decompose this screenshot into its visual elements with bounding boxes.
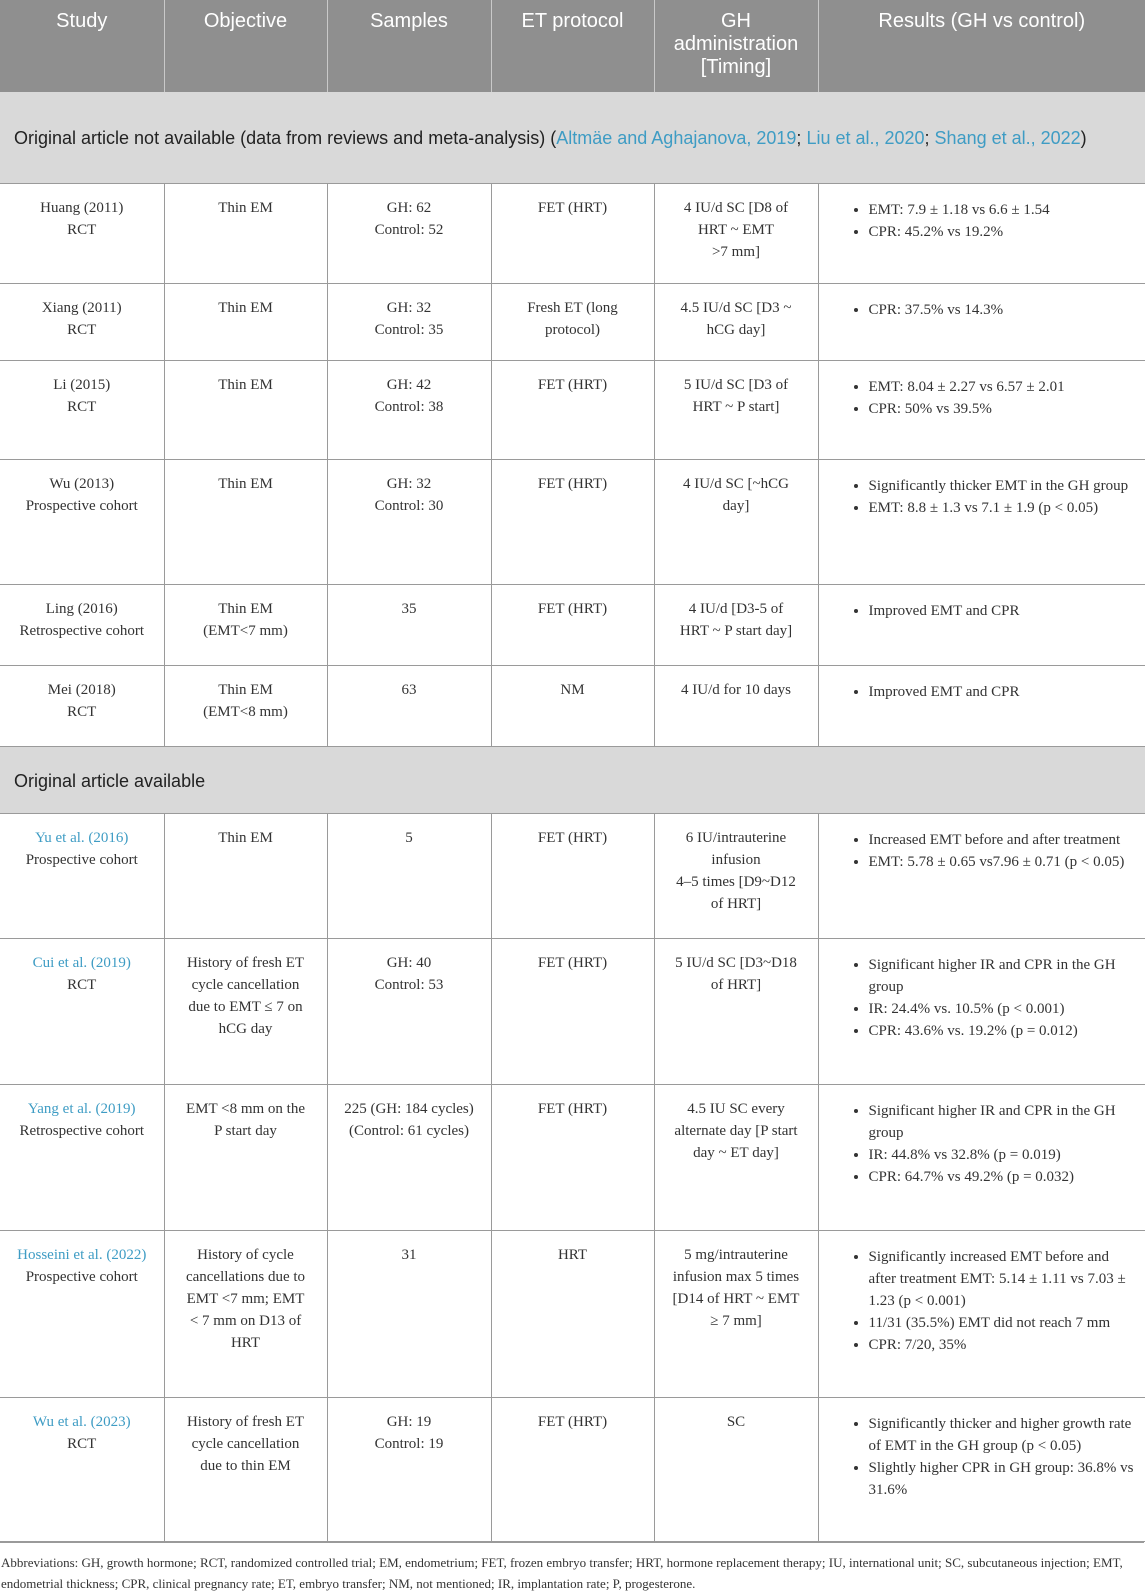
study-cell xyxy=(0,666,164,747)
cell-line: GH: 32 xyxy=(386,300,432,316)
cell-line: 6 IU/intrauterine xyxy=(685,830,787,846)
study-cell xyxy=(0,814,164,939)
protocol-cell xyxy=(491,585,654,666)
cell-line: HRT ~ P start day] xyxy=(679,623,793,639)
header-gh-line: administration xyxy=(673,33,799,55)
cell-line: Fresh ET (long xyxy=(527,300,618,316)
table-row xyxy=(0,1398,1145,1542)
table-row xyxy=(0,666,1145,747)
samples-cell xyxy=(327,184,491,284)
result-item: • 11/31 (35.5%) EMT did not reach 7 mm xyxy=(869,1312,1138,1334)
table-row xyxy=(0,814,1145,939)
samples-cell xyxy=(327,585,491,666)
cell-line: FET (HRT) xyxy=(537,1414,608,1430)
cell-line: SC xyxy=(726,1414,746,1430)
cell-line: cancellations due to xyxy=(185,1269,306,1285)
cell-line: 63 xyxy=(401,682,417,698)
admin-cell xyxy=(654,1231,818,1398)
samples-cell xyxy=(327,939,491,1085)
admin-cell xyxy=(654,585,818,666)
cell-line: alternate day [P start xyxy=(674,1123,798,1139)
cell-line: due to thin EM xyxy=(200,1458,291,1474)
table-row xyxy=(0,361,1145,460)
cell-line: infusion xyxy=(711,852,761,868)
study-cell xyxy=(0,460,164,585)
ref-link[interactable]: Liu et al., 2020 xyxy=(806,127,925,148)
study-link[interactable]: Yang et al. (2019) xyxy=(27,1101,136,1117)
results-cell xyxy=(818,1398,1145,1542)
objective-cell xyxy=(164,585,327,666)
protocol-cell xyxy=(491,939,654,1085)
objective-cell xyxy=(164,184,327,284)
section-1-title: Original article not available (data from reviews and meta-analysis) (Altmäe and Aghajanova, 2019; Liu et al., 2020; Shang et al., 2022) xyxy=(0,92,1145,184)
cell-line: Control: 38 xyxy=(374,399,444,415)
result-item: • CPR: 64.7% vs 49.2% (p = 0.032) xyxy=(869,1166,1138,1188)
cell-line: 35 xyxy=(401,601,417,617)
section-2-title: Original article available xyxy=(0,747,1145,814)
result-item: • Significantly increased EMT before and after treatment EMT: 5.14 ± 1.11 vs 7.03 ± 1.23 (p < 0.001) xyxy=(869,1246,1138,1312)
results-list xyxy=(829,681,1138,703)
header-objective: Objective xyxy=(164,0,327,92)
admin-cell xyxy=(654,939,818,1085)
cell-line: Mei (2018) xyxy=(47,682,116,698)
protocol-cell xyxy=(491,361,654,460)
cell-line: cycle cancellation xyxy=(191,977,300,993)
section-row xyxy=(0,92,1145,184)
cell-line: P start day xyxy=(214,1123,277,1139)
results-cell xyxy=(818,814,1145,939)
cell-line: 4.5 IU SC every xyxy=(687,1101,785,1117)
cell-line: FET (HRT) xyxy=(537,1101,608,1117)
samples-cell xyxy=(327,284,491,361)
cell-line: Thin EM xyxy=(218,200,273,216)
cell-line: Thin EM xyxy=(218,300,273,316)
admin-cell xyxy=(654,361,818,460)
section-2-header xyxy=(0,747,1145,814)
admin-cell xyxy=(654,1085,818,1231)
results-cell xyxy=(818,361,1145,460)
cell-line: GH: 62 xyxy=(386,200,432,216)
results-list xyxy=(829,954,1138,1042)
samples-cell xyxy=(327,1231,491,1398)
cell-line: HRT ~ EMT xyxy=(697,222,775,238)
section-1-rows xyxy=(0,184,1145,747)
cell-line: hCG day] xyxy=(706,322,766,338)
cell-line: 31 xyxy=(401,1247,417,1263)
cell-line: of HRT] xyxy=(710,896,762,912)
cell-line: RCT xyxy=(67,399,97,415)
admin-cell xyxy=(654,1398,818,1542)
table-row xyxy=(0,1231,1145,1398)
result-item: • EMT: 8.04 ± 2.27 vs 6.57 ± 2.01 xyxy=(869,376,1138,398)
samples-cell xyxy=(327,1398,491,1542)
protocol-cell xyxy=(491,814,654,939)
cell-line: 4 IU/d SC [~hCG xyxy=(682,476,790,492)
cell-line: EMT <8 mm on the xyxy=(185,1101,305,1117)
cell-line: 4–5 times [D9~D12 xyxy=(676,874,796,890)
results-cell xyxy=(818,284,1145,361)
cell-line: HRT ~ P start] xyxy=(692,399,780,415)
cell-line: Xiang (2011) xyxy=(41,300,122,316)
results-list xyxy=(829,299,1138,321)
result-item: • CPR: 7/20, 35% xyxy=(869,1334,1138,1356)
study-design: Prospective cohort xyxy=(25,852,138,868)
cell-line: FET (HRT) xyxy=(537,200,608,216)
study-cell xyxy=(0,1231,164,1398)
samples-cell xyxy=(327,666,491,747)
cell-line: 5 IU/d SC [D3 of xyxy=(683,377,789,393)
admin-cell xyxy=(654,814,818,939)
result-item: • Increased EMT before and after treatment xyxy=(869,829,1138,851)
study-cell xyxy=(0,361,164,460)
cell-line: [D14 of HRT ~ EMT xyxy=(672,1291,800,1307)
study-design: RCT xyxy=(67,977,97,993)
results-list xyxy=(829,1246,1138,1356)
objective-cell xyxy=(164,666,327,747)
study-link[interactable]: Cui et al. (2019) xyxy=(32,955,131,971)
admin-cell xyxy=(654,284,818,361)
result-item: • CPR: 43.6% vs. 19.2% (p = 0.012) xyxy=(869,1020,1138,1042)
cell-line: History of fresh ET xyxy=(186,1414,305,1430)
result-item: • CPR: 37.5% vs 14.3% xyxy=(869,299,1138,321)
table-row xyxy=(0,585,1145,666)
cell-line: cycle cancellation xyxy=(191,1436,300,1452)
protocol-cell xyxy=(491,184,654,284)
results-cell xyxy=(818,585,1145,666)
cell-line: due to EMT ≤ 7 on xyxy=(188,999,303,1015)
header-gh-line: [Timing] xyxy=(700,56,772,78)
samples-cell xyxy=(327,361,491,460)
result-item: • Significant higher IR and CPR in the GH group xyxy=(869,1100,1138,1144)
admin-cell xyxy=(654,666,818,747)
study-cell xyxy=(0,284,164,361)
cell-line: Control: 35 xyxy=(374,322,444,338)
result-item: • IR: 44.8% vs 32.8% (p = 0.019) xyxy=(869,1144,1138,1166)
results-list xyxy=(829,376,1138,420)
cell-line: < 7 mm on D13 of xyxy=(189,1313,302,1329)
study-cell xyxy=(0,585,164,666)
study-link[interactable]: Wu et al. (2023) xyxy=(32,1414,131,1430)
objective-cell xyxy=(164,939,327,1085)
admin-cell xyxy=(654,184,818,284)
cell-line: 4.5 IU/d SC [D3 ~ xyxy=(680,300,792,316)
table-row xyxy=(0,460,1145,585)
cell-line: 4 IU/d [D3-5 of xyxy=(688,601,784,617)
cell-line: RCT xyxy=(67,704,97,720)
results-cell xyxy=(818,184,1145,284)
cell-line: HRT xyxy=(557,1247,588,1263)
cell-line: Thin EM xyxy=(218,377,273,393)
study-cell xyxy=(0,1085,164,1231)
cell-line: 5 xyxy=(405,830,413,846)
header-gh-line: GH xyxy=(721,10,751,32)
results-list xyxy=(829,600,1138,622)
header-samples: Samples xyxy=(327,0,491,92)
objective-cell xyxy=(164,361,327,460)
samples-cell xyxy=(327,814,491,939)
study-cell xyxy=(0,184,164,284)
results-list xyxy=(829,475,1138,519)
cell-line: HRT xyxy=(230,1335,261,1351)
result-item: • CPR: 45.2% vs 19.2% xyxy=(869,221,1138,243)
header-et-protocol: ET protocol xyxy=(491,0,654,92)
result-item: • EMT: 5.78 ± 0.65 vs7.96 ± 0.71 (p < 0.05) xyxy=(869,851,1138,873)
result-item: • Significant higher IR and CPR in the GH group xyxy=(869,954,1138,998)
cell-line: Retrospective cohort xyxy=(19,623,145,639)
protocol-cell xyxy=(491,1085,654,1231)
header-study: Study xyxy=(0,0,164,92)
cell-line: 225 (GH: 184 cycles) xyxy=(344,1101,474,1117)
cell-line: day ~ ET day] xyxy=(693,1145,779,1161)
cell-line: Li (2015) xyxy=(53,377,111,393)
result-item: • Significantly thicker and higher growth rate of EMT in the GH group (p < 0.05) xyxy=(869,1413,1138,1457)
cell-line: day] xyxy=(722,498,750,514)
header-row xyxy=(0,0,1145,92)
cell-line: Thin EM xyxy=(218,601,273,617)
table-row xyxy=(0,939,1145,1085)
cell-line: infusion max 5 times xyxy=(672,1269,800,1285)
cell-line: Thin EM xyxy=(218,830,273,846)
study-link[interactable]: Yu et al. (2016) xyxy=(35,830,129,846)
samples-cell xyxy=(327,1085,491,1231)
table-row xyxy=(0,184,1145,284)
study-design: Retrospective cohort xyxy=(19,1123,145,1139)
cell-line: Thin EM xyxy=(218,682,273,698)
protocol-cell xyxy=(491,666,654,747)
cell-line: (EMT<8 mm) xyxy=(203,704,288,720)
result-item: • Improved EMT and CPR xyxy=(869,600,1138,622)
cell-line: FET (HRT) xyxy=(537,601,608,617)
ref-link[interactable]: Altmäe and Aghajanova, 2019 xyxy=(556,127,797,148)
results-list xyxy=(829,1100,1138,1188)
table-row xyxy=(0,284,1145,361)
cell-line: Wu (2013) xyxy=(49,476,115,492)
study-cell xyxy=(0,1398,164,1542)
cell-line: hCG day xyxy=(218,1021,273,1037)
cell-line: GH: 40 xyxy=(386,955,432,971)
cell-line: of HRT] xyxy=(710,977,762,993)
table-row xyxy=(0,1085,1145,1231)
objective-cell xyxy=(164,814,327,939)
cell-line: ≥ 7 mm] xyxy=(710,1313,762,1329)
results-cell xyxy=(818,939,1145,1085)
cell-line: >7 mm] xyxy=(711,244,761,260)
cell-line: 4 IU/d SC [D8 of xyxy=(683,200,789,216)
cell-line: (Control: 61 cycles) xyxy=(349,1123,469,1139)
cell-line: 5 IU/d SC [D3~D18 xyxy=(675,955,797,971)
section-2-rows xyxy=(0,814,1145,1542)
cell-line: 5 mg/intrauterine xyxy=(684,1247,788,1263)
cell-line: Control: 19 xyxy=(374,1436,444,1452)
objective-cell xyxy=(164,1398,327,1542)
cell-line: Prospective cohort xyxy=(25,498,138,514)
cell-line: RCT xyxy=(67,222,97,238)
samples-cell xyxy=(327,460,491,585)
results-cell xyxy=(818,666,1145,747)
objective-cell xyxy=(164,1231,327,1398)
results-list xyxy=(829,829,1138,873)
cell-line: FET (HRT) xyxy=(537,830,608,846)
protocol-cell xyxy=(491,284,654,361)
cell-line: NM xyxy=(560,682,585,698)
cell-line: protocol) xyxy=(545,322,600,338)
cell-line: (EMT<7 mm) xyxy=(203,623,288,639)
cell-line: GH: 32 xyxy=(386,476,432,492)
result-item: • EMT: 8.8 ± 1.3 vs 7.1 ± 1.9 (p < 0.05) xyxy=(869,497,1138,519)
results-cell xyxy=(818,460,1145,585)
objective-cell xyxy=(164,1085,327,1231)
cell-line: History of cycle xyxy=(197,1247,294,1263)
results-list xyxy=(829,1413,1138,1501)
table-footnote: Abbreviations: GH, growth hormone; RCT, randomized controlled trial; EM, endometrium; FET, frozen embryo transfer; HRT, hormone replacement therapy; IU, international unit; SC, subcutaneous injection; EMT, endometrial thickness; CPR, clinical pregnancy rate; ET, embryo transfer; NM, not mentioned; IR, implantation rate; P, progesterone. xyxy=(0,1542,1144,1594)
protocol-cell xyxy=(491,1231,654,1398)
section-row xyxy=(0,747,1145,814)
protocol-cell xyxy=(491,1398,654,1542)
result-item: • EMT: 7.9 ± 1.18 vs 6.6 ± 1.54 xyxy=(869,199,1138,221)
cell-line: Control: 30 xyxy=(374,498,444,514)
results-cell xyxy=(818,1085,1145,1231)
cell-line: Control: 53 xyxy=(374,977,444,993)
objective-cell xyxy=(164,460,327,585)
cell-line: 4 IU/d for 10 days xyxy=(681,682,791,698)
cell-line: GH: 19 xyxy=(386,1414,432,1430)
objective-cell xyxy=(164,284,327,361)
cell-line: Huang (2011) xyxy=(40,200,124,216)
result-item: • IR: 24.4% vs. 10.5% (p < 0.001) xyxy=(869,998,1138,1020)
cell-line: History of fresh ET xyxy=(186,955,305,971)
result-item: • Slightly higher CPR in GH group: 36.8% vs 31.6% xyxy=(869,1457,1138,1501)
section-1-header xyxy=(0,92,1145,184)
cell-line: GH: 42 xyxy=(386,377,432,393)
study-design: Prospective cohort xyxy=(25,1269,138,1285)
study-cell xyxy=(0,939,164,1085)
ref-link[interactable]: Shang et al., 2022 xyxy=(934,127,1081,148)
result-item: • CPR: 50% vs 39.5% xyxy=(869,398,1138,420)
study-design: RCT xyxy=(67,1436,97,1452)
protocol-cell xyxy=(491,460,654,585)
result-item: • Significantly thicker EMT in the GH group xyxy=(869,475,1138,497)
header-results: Results (GH vs control) xyxy=(818,0,1145,92)
result-item: • Improved EMT and CPR xyxy=(869,681,1138,703)
header-gh-administration xyxy=(654,0,818,92)
cell-line: Thin EM xyxy=(218,476,273,492)
cell-line: Control: 52 xyxy=(374,222,444,238)
study-link[interactable]: Hosseini et al. (2022) xyxy=(17,1247,147,1263)
cell-line: EMT <7 mm; EMT xyxy=(186,1291,305,1307)
cell-line: RCT xyxy=(67,322,97,338)
cell-line: Ling (2016) xyxy=(45,601,118,617)
cell-line: FET (HRT) xyxy=(537,476,608,492)
admin-cell xyxy=(654,460,818,585)
results-cell xyxy=(818,1231,1145,1398)
cell-line: FET (HRT) xyxy=(537,955,608,971)
cell-line: FET (HRT) xyxy=(537,377,608,393)
results-list xyxy=(829,199,1138,243)
